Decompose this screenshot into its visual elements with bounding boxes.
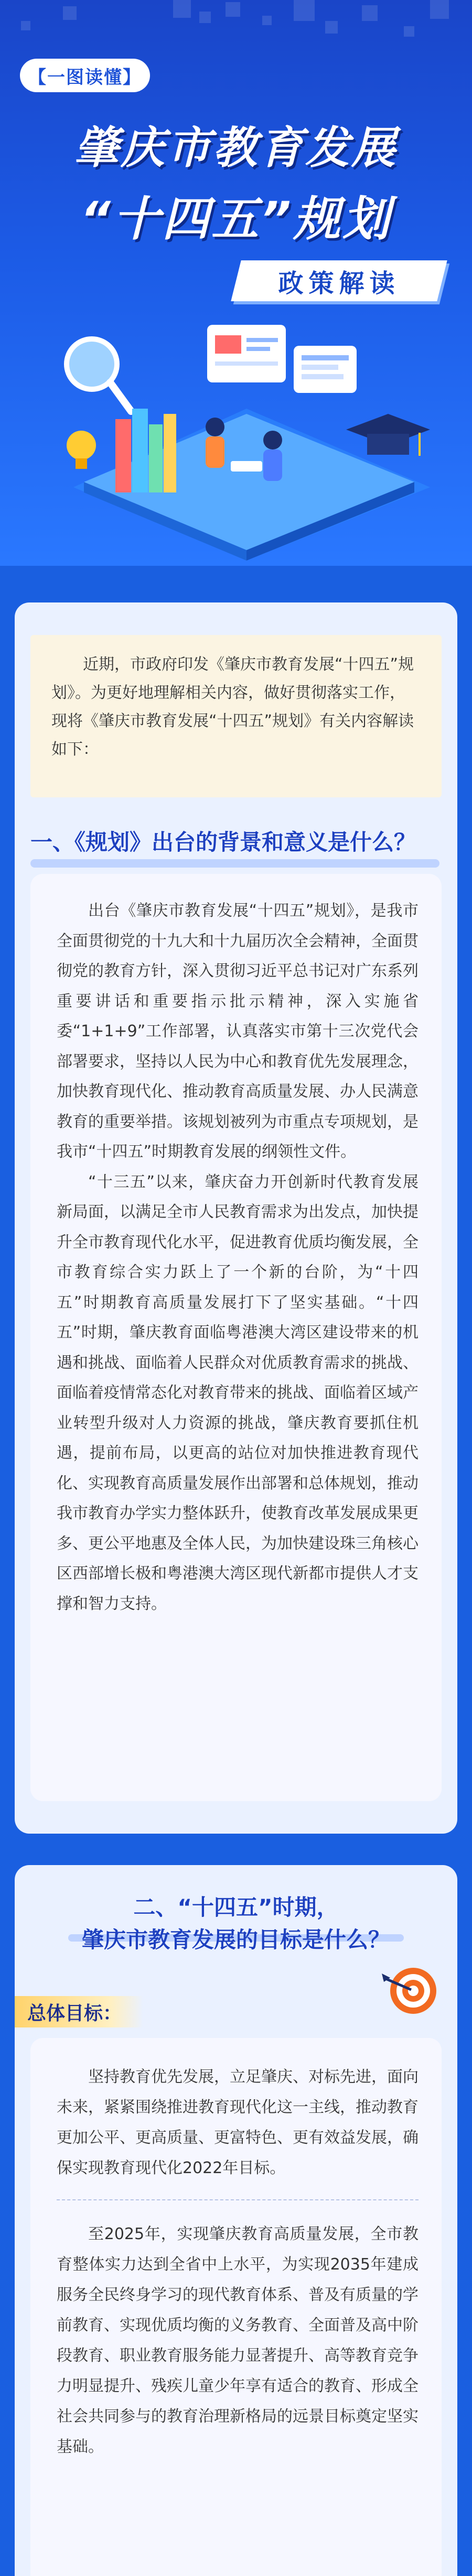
decor-square xyxy=(325,21,338,34)
decor-square xyxy=(199,12,211,23)
decor-square xyxy=(404,26,414,37)
screen-icon xyxy=(207,325,357,393)
decor-square xyxy=(262,16,272,25)
decor-square xyxy=(430,0,449,19)
decor-square xyxy=(173,0,191,18)
divider xyxy=(57,2199,419,2200)
graduation-cap-icon xyxy=(346,414,430,456)
section2-paragraph: 至2025年，实现肇庆教育高质量发展，全市教育整体实力达到全省中上水平，为实现2035年建成服务全民终身学习的现代教育体系、普及有质量的学前教育、实现优质均衡的义务教育、全面普及高中阶段教育、职业教育服务能力显著提升、高等教育竞争力明显提升、残疾儿童少年享有适合的教育、形成全社会共同参与的教育治理新格局的远景目标奠定坚实基础。 xyxy=(57,2225,419,2456)
heading-underline xyxy=(30,859,439,868)
page-subtitle: 政策解读 xyxy=(278,268,400,298)
books-icon xyxy=(115,409,176,492)
page-title-line2: “十四五”规划 xyxy=(80,192,392,247)
section1-paragraph: 出台《肇庆市教育发展“十四五”规划》，是我市全面贯彻党的十九大和十九届历次全会精神，全面贯彻党的教育方针，深入贯彻习近平总书记对广东系列重要讲话和重要指示批示精神，深入实施省委“1+1+9”工作部署，认真落实市第十三次党代会部署要求，坚持以人民为中心和教育优先发展理念，加快教育现代化、推动教育高质量发展、办人民满意教育的重要举措。该规划被列为市重点专项规划，是我市“十四五”时期教育发展的纲领性文件。 xyxy=(57,902,419,1161)
section1-body xyxy=(30,874,442,1801)
section2-heading xyxy=(68,1891,404,1956)
goal-label: 总体目标： xyxy=(15,1996,143,2027)
magnifier-icon xyxy=(67,339,131,411)
section2-body xyxy=(30,2038,442,2576)
lightbulb-icon xyxy=(67,431,96,469)
page-tag: 【一图读懂】 xyxy=(20,59,150,92)
decor-square xyxy=(362,5,378,21)
hero-banner xyxy=(0,0,472,566)
decor-square xyxy=(63,6,77,20)
decor-square xyxy=(294,0,315,21)
intro-box xyxy=(30,635,442,797)
section1-heading: 一、《规划》出台的背景和意义是什么？ xyxy=(30,829,416,855)
section2-heading-line1: 二、“十四五”时期， xyxy=(133,1894,339,1920)
page-title: 肇庆市教育发展 xyxy=(74,122,398,173)
section1-paragraph: “十三五”以来，肇庆奋力开创新时代教育发展新局面，以满足全市人民教育需求为出发点，加快提升全市教育现代化水平，促进教育优质均衡发展，全市教育综合实力跃上了一个新的台阶，为“十四五”时期教育高质量发展打下了坚实基础。“十四五”时期，肇庆教育面临粤港澳大湾区建设带来的机遇和挑战、面临着人民群众对优质教育需求的挑战、面临着疫情常态化对教育带来的挑战、面临着区域产业转型升级对人力资源的挑战，肇庆教育要抓住机遇，提前布局，以更高的站位对加快推进教育现代化、实现教育高质量发展作出部署和总体规划，推动我市教育办学实力整体跃升，使教育改革发展成果更多、更公平地惠及全体人民，为加快建设珠三角核心区西部增长极和粤港澳大湾区现代新都市提供人才支撑和智力支持。 xyxy=(57,1172,419,1613)
decor-square xyxy=(21,21,30,30)
decor-square xyxy=(226,2,240,17)
target-icon xyxy=(381,1962,438,2020)
section2-paragraph: 坚持教育优先发展，立足肇庆、对标先进，面向未来，紧紧围绕推进教育现代化这一主线，推动教育更加公平、更高质量、更富特色、更有效益发展，确保实现教育现代化2022年目标。 xyxy=(57,2068,419,2177)
section2-heading-line2: 肇庆市教育发展的目标是什么？ xyxy=(81,1927,390,1953)
education-illustration xyxy=(52,314,441,561)
intro-text: 近期，市政府印发《肇庆市教育发展“十四五”规划》。为更好地理解相关内容，做好贯彻落实工作，现将《肇庆市教育发展“十四五”规划》有关内容解读如下： xyxy=(51,655,414,759)
